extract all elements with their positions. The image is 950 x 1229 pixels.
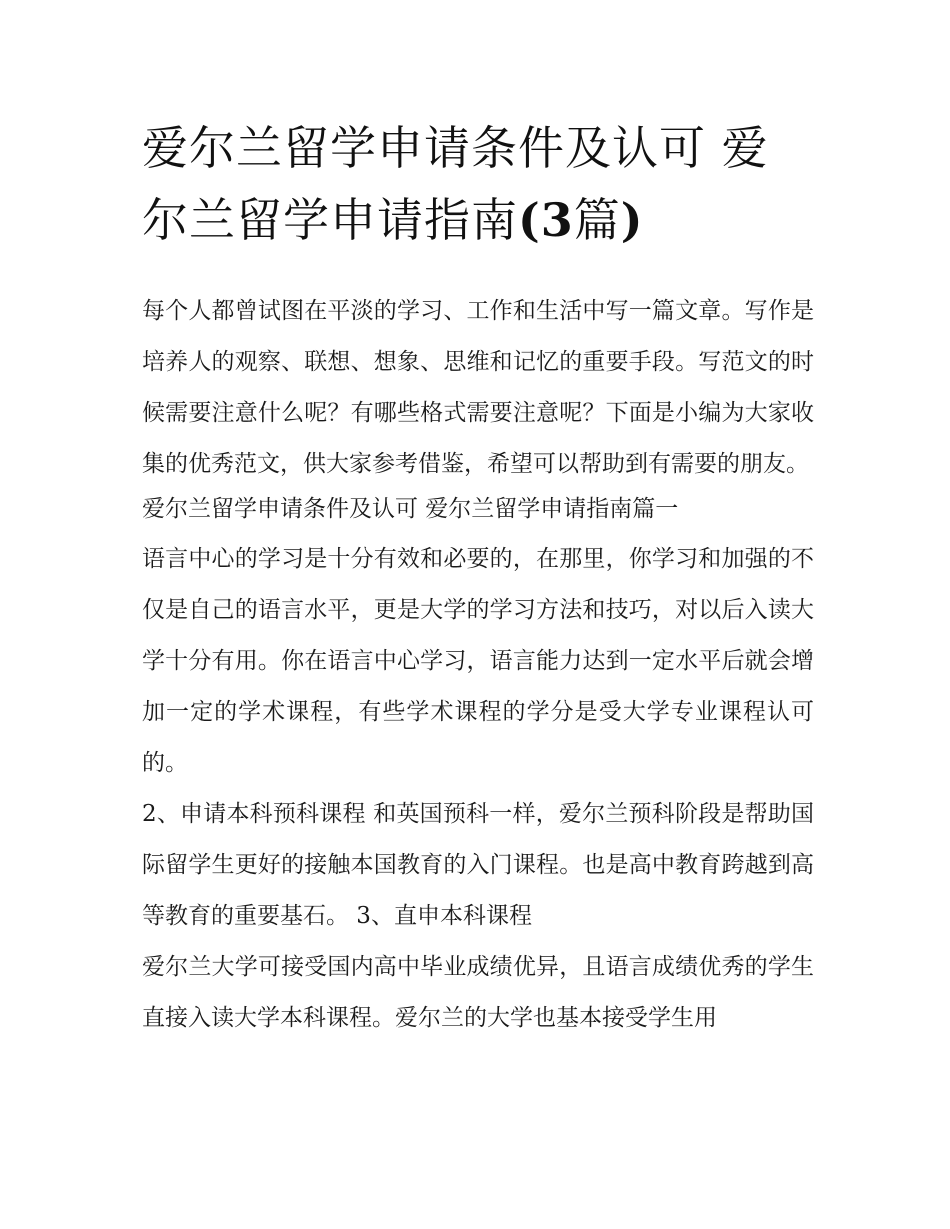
section-heading: 爱尔兰留学申请条件及认可 爱尔兰留学申请指南篇一	[142, 496, 679, 522]
direct-admission-paragraph: 爱尔兰大学可接受国内高中毕业成绩优异，且语言成绩优秀的学生直接入读大学本科课程。爱尔兰的大学也基本接受学生用	[142, 954, 814, 1031]
language-center-paragraph: 语言中心的学习是十分有效和必要的，在那里，你学习和加强的不仅是自己的语言水平，更是大学的学习方法和技巧，对以后入读大学十分有用。你在语言中心学习，语言能力达到一定水平后就会增加一定的学术课程，有些学术课程的学分是受大学专业课程认可的。	[142, 546, 814, 776]
document-body	[142, 286, 814, 1044]
document-title: 爱尔兰留学申请条件及认可 爱尔兰留学申请指南(3篇)	[142, 121, 769, 247]
foundation-course-paragraph: 2、申请本科预科课程 和英国预科一样，爱尔兰预科阶段是帮助国际留学生更好的接触本国教育的入门课程。也是高中教育跨越到高等教育的重要基石。 3、直申本科课程	[142, 801, 814, 929]
intro-paragraph: 每个人都曾试图在平淡的学习、工作和生活中写一篇文章。写作是培养人的观察、联想、想象、思维和记忆的重要手段。写范文的时候需要注意什么呢？有哪些格式需要注意呢？下面是小编为大家收集的优秀范文，供大家参考借鉴，希望可以帮助到有需要的朋友。	[142, 298, 814, 477]
document-content	[142, 112, 814, 1044]
